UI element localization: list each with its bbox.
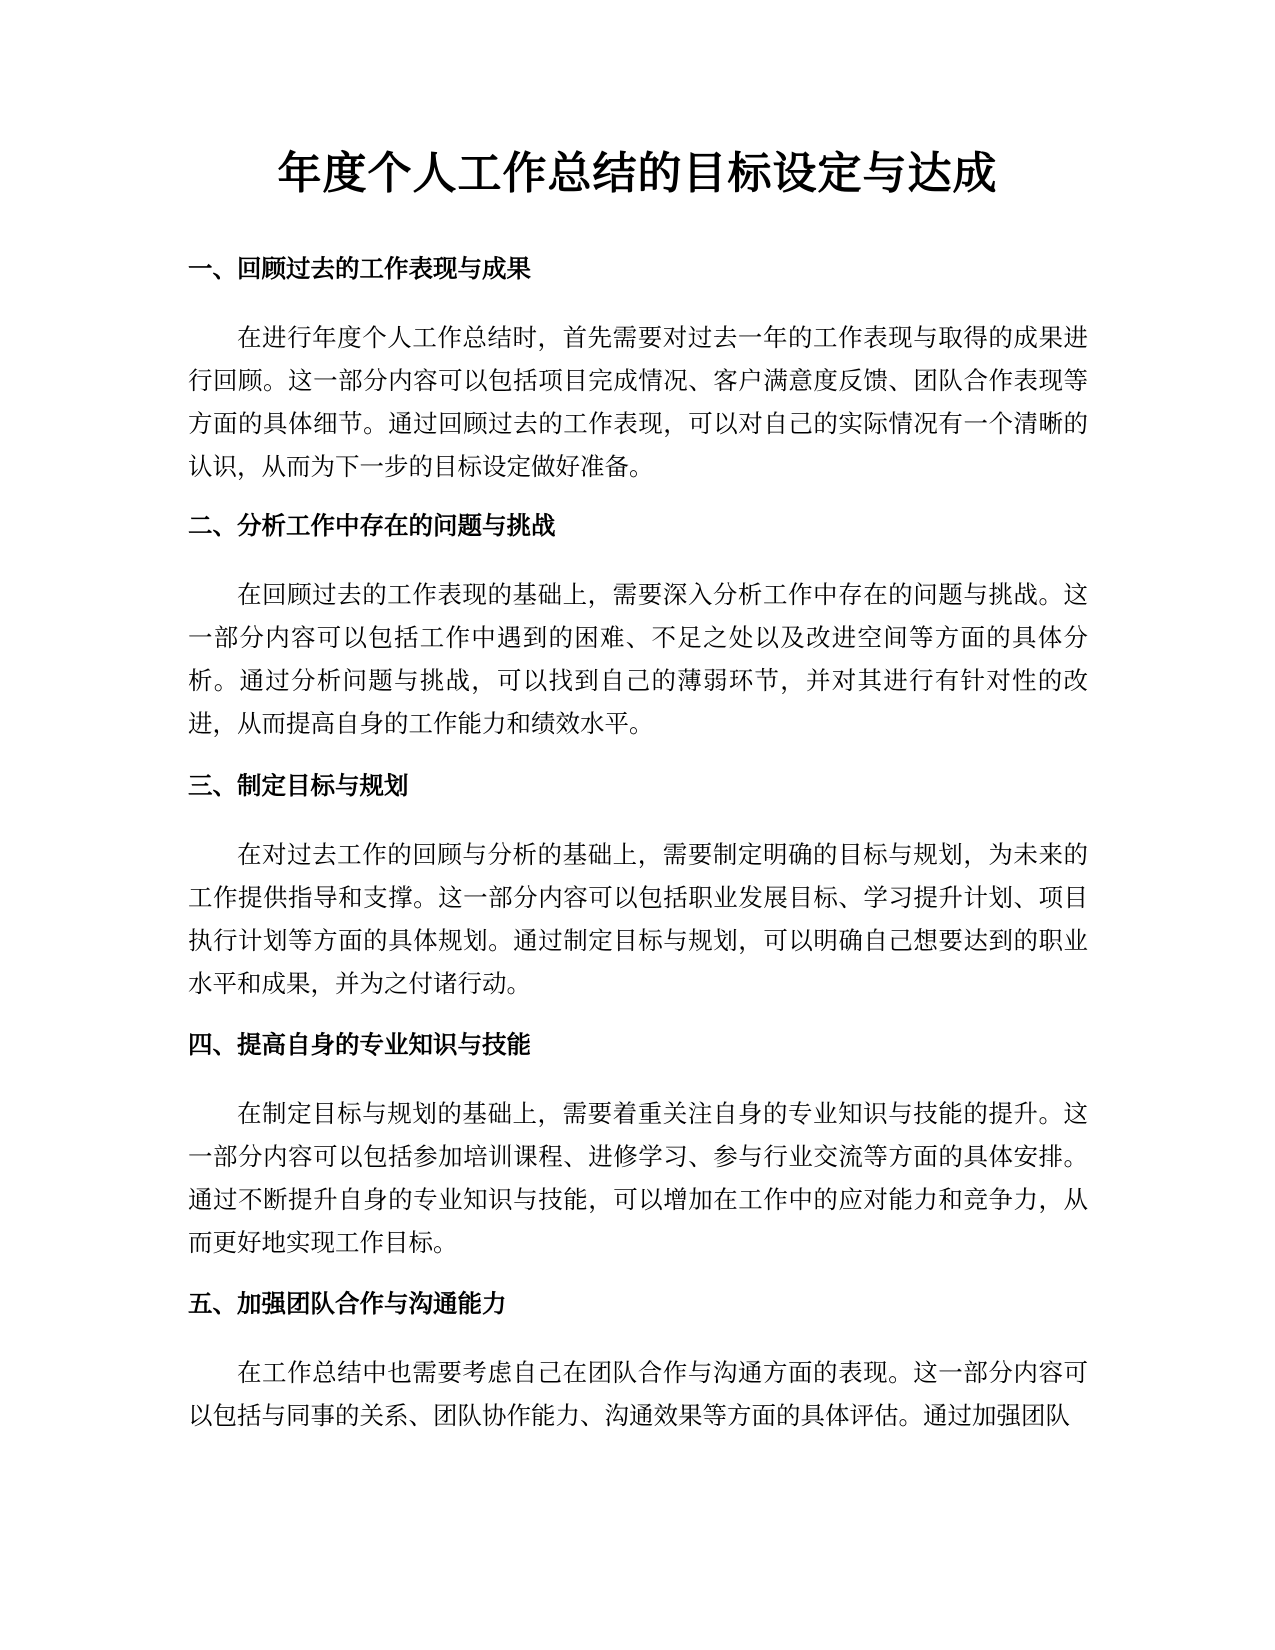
section-heading: 一、回顾过去的工作表现与成果	[188, 254, 531, 283]
section-paragraph: 在工作总结中也需要考虑自己在团队合作与沟通方面的表现。这一部分内容可以包括与同事的关系、团队协作能力、沟通效果等方面的具体评估。通过加强团队	[188, 1358, 1088, 1430]
section-paragraph: 在回顾过去的工作表现的基础上，需要深入分析工作中存在的问题与挑战。这一部分内容可以包括工作中遇到的困难、不足之处以及改进空间等方面的具体分析。通过分析问题与挑战，可以找到自己的薄弱环节，并对其进行有针对性的改进，从而提高自身的工作能力和绩效水平。	[188, 580, 1088, 738]
section-heading: 三、制定目标与规划	[188, 771, 409, 800]
section-teamwork	[188, 1287, 1088, 1437]
section-paragraph: 在对过去工作的回顾与分析的基础上，需要制定明确的目标与规划，为未来的工作提供指导和支撑。这一部分内容可以包括职业发展目标、学习提升计划、项目执行计划等方面的具体规划。通过制定目标与规划，可以明确自己想要达到的职业水平和成果，并为之付诸行动。	[188, 840, 1088, 998]
section-heading: 五、加强团队合作与沟通能力	[188, 1289, 507, 1318]
section-heading: 四、提高自身的专业知识与技能	[188, 1030, 531, 1059]
section-review	[188, 252, 1088, 488]
document-title: 年度个人工作总结的目标设定与达成	[277, 148, 998, 199]
section-paragraph: 在进行年度个人工作总结时，首先需要对过去一年的工作表现与取得的成果进行回顾。这一部分内容可以包括项目完成情况、客户满意度反馈、团队合作表现等方面的具体细节。通过回顾过去的工作表现，可以对自己的实际情况有一个清晰的认识，从而为下一步的目标设定做好准备。	[188, 323, 1088, 481]
section-goals	[188, 769, 1088, 1005]
section-paragraph: 在制定目标与规划的基础上，需要着重关注自身的专业知识与技能的提升。这一部分内容可以包括参加培训课程、进修学习、参与行业交流等方面的具体安排。通过不断提升自身的专业知识与技能，可以增加在工作中的应对能力和竞争力，从而更好地实现工作目标。	[188, 1099, 1088, 1257]
section-skills	[188, 1028, 1088, 1264]
section-heading: 二、分析工作中存在的问题与挑战	[188, 511, 556, 540]
section-problems	[188, 509, 1088, 745]
